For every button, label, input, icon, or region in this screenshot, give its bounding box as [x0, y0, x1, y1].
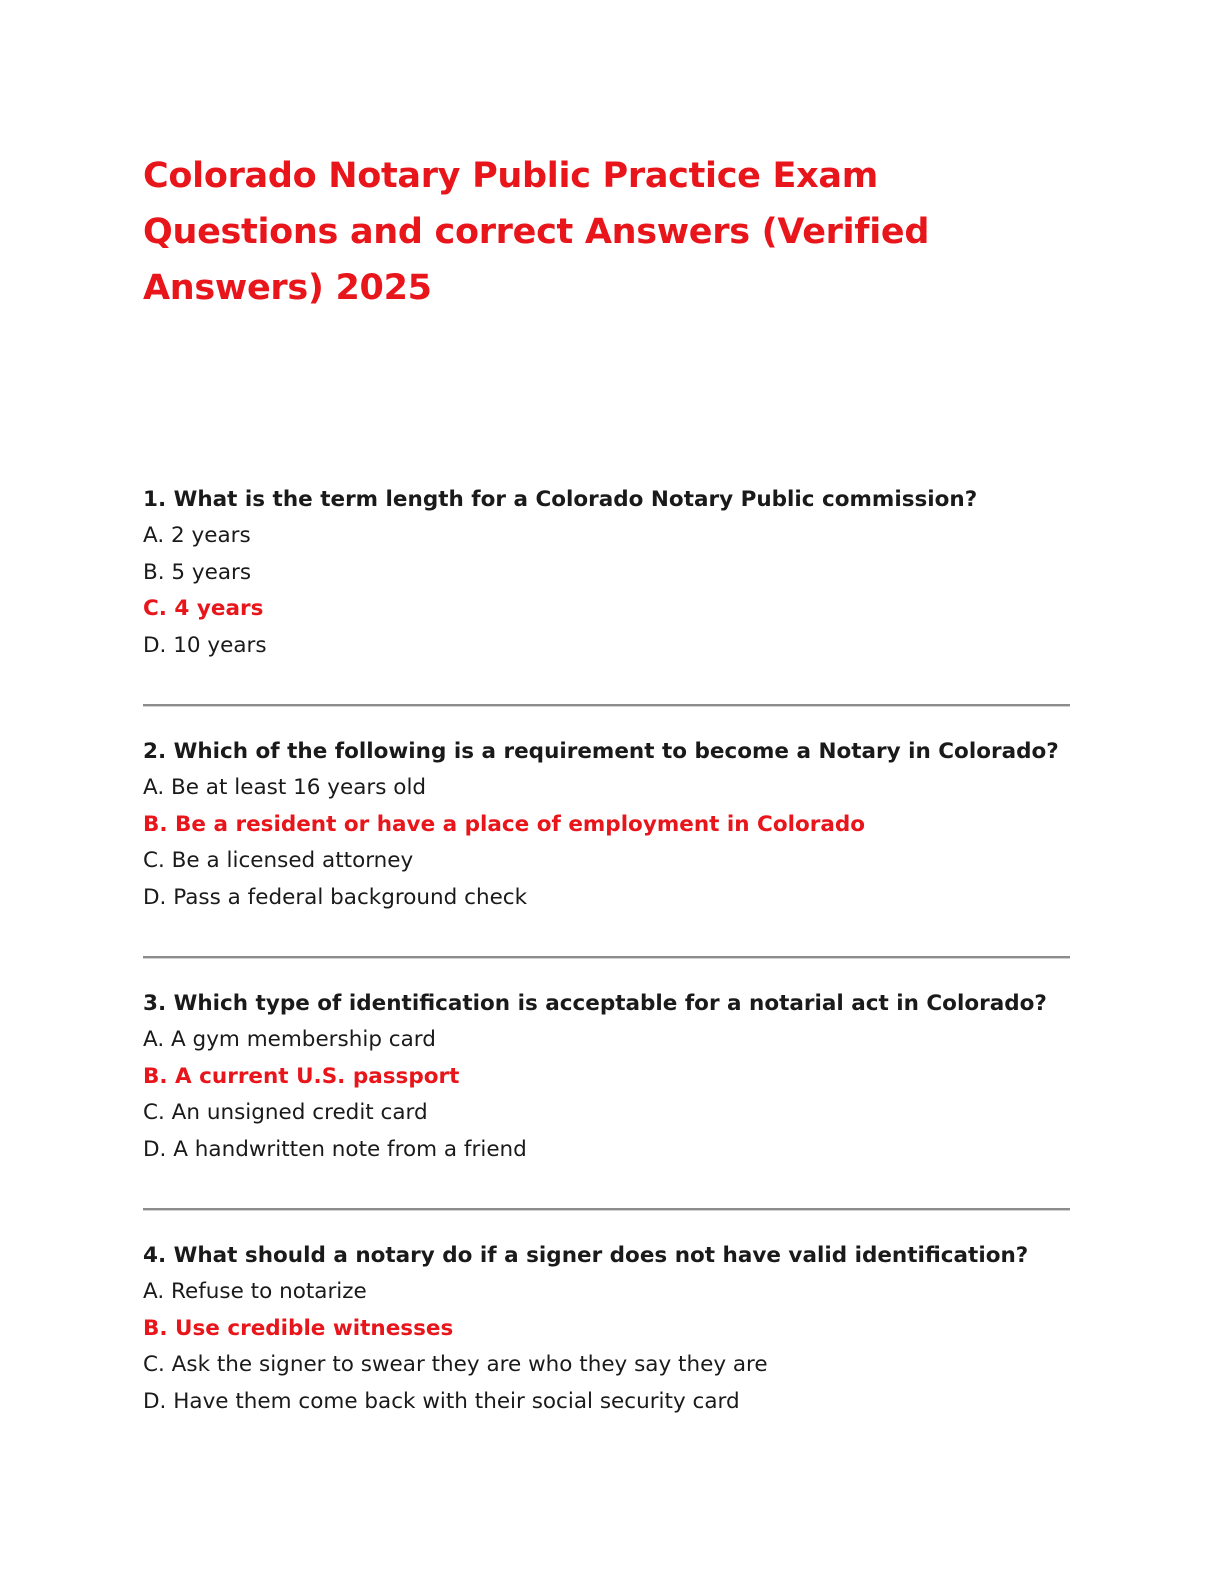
question-text: 4. What should a notary do if a signer does not have valid identification?	[143, 1243, 1029, 1268]
section-divider	[143, 1208, 1070, 1211]
correct-answer-option: B. Be a resident or have a place of employment in Colorado	[143, 811, 866, 837]
answer-option: D. Have them come back with their social security card	[143, 1388, 740, 1414]
answer-option: D. 10 years	[143, 632, 267, 658]
question-3	[143, 985, 1070, 1168]
answer-option: C. An unsigned credit card	[143, 1100, 428, 1125]
section-divider	[143, 956, 1070, 959]
answer-option: A. 2 years	[143, 523, 251, 548]
answer-option: D. Pass a federal background check	[143, 884, 528, 910]
question-text: 3. Which type of identification is acceptable for a notarial act in Colorado?	[143, 991, 1047, 1016]
answer-option: C. Ask the signer to swear they are who they say they are	[143, 1352, 768, 1377]
section-divider	[143, 704, 1070, 707]
correct-answer-option: B. A current U.S. passport	[143, 1063, 460, 1089]
answer-option: B. 5 years	[143, 559, 252, 585]
question-text: 1. What is the term length for a Colorado Notary Public commission?	[143, 487, 978, 512]
question-4	[143, 1237, 1070, 1420]
answer-option: C. Be a licensed attorney	[143, 848, 414, 873]
question-2	[143, 733, 1070, 916]
answer-option: A. Be at least 16 years old	[143, 775, 427, 800]
correct-answer-option: B. Use credible witnesses	[143, 1315, 454, 1341]
answer-option: A. Refuse to notarize	[143, 1279, 367, 1304]
question-1	[143, 481, 1070, 664]
question-text: 2. Which of the following is a requirement to become a Notary in Colorado?	[143, 739, 1059, 764]
answer-option: D. A handwritten note from a friend	[143, 1136, 527, 1162]
document-title: Colorado Notary Public Practice Exam Questions and correct Answers (Verified Answers) 2025	[143, 156, 930, 308]
correct-answer-option: C. 4 years	[143, 596, 264, 621]
question-list	[143, 481, 1070, 1420]
answer-option: A. A gym membership card	[143, 1027, 436, 1052]
